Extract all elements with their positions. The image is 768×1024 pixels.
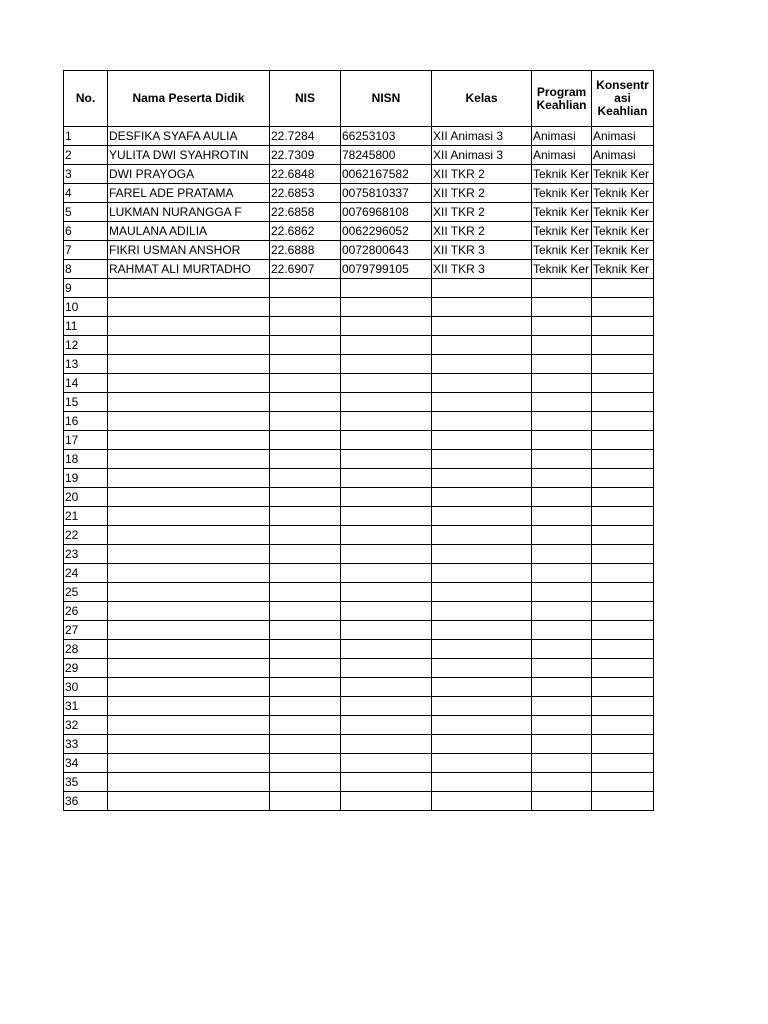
cell-nis[interactable] xyxy=(270,507,341,526)
cell-program[interactable] xyxy=(532,355,592,374)
cell-nisn[interactable] xyxy=(341,469,432,488)
student-table xyxy=(63,70,654,811)
cell-konsentrasi[interactable] xyxy=(592,507,654,526)
cell-konsentrasi[interactable]: Teknik Ker xyxy=(592,165,654,184)
cell-konsentrasi[interactable] xyxy=(592,564,654,583)
cell-nis[interactable] xyxy=(270,488,341,507)
cell-nisn[interactable] xyxy=(341,754,432,773)
table-row xyxy=(64,773,654,792)
cell-nama[interactable] xyxy=(108,659,270,678)
cell-nisn[interactable]: 0075810337 xyxy=(341,184,432,203)
cell-no[interactable]: 32 xyxy=(64,716,108,735)
cell-kelas[interactable]: XII Animasi 3 xyxy=(432,127,532,146)
cell-nisn[interactable]: 78245800 xyxy=(341,146,432,165)
cell-no[interactable]: 17 xyxy=(64,431,108,450)
cell-konsentrasi[interactable] xyxy=(592,317,654,336)
cell-nis[interactable] xyxy=(270,298,341,317)
cell-nis[interactable] xyxy=(270,640,341,659)
cell-nis[interactable] xyxy=(270,716,341,735)
cell-nisn[interactable] xyxy=(341,792,432,811)
cell-kelas[interactable] xyxy=(432,716,532,735)
cell-no[interactable]: 28 xyxy=(64,640,108,659)
cell-konsentrasi[interactable] xyxy=(592,754,654,773)
cell-nama[interactable] xyxy=(108,754,270,773)
cell-konsentrasi[interactable] xyxy=(592,659,654,678)
cell-no[interactable]: 13 xyxy=(64,355,108,374)
cell-kelas[interactable] xyxy=(432,336,532,355)
cell-program[interactable] xyxy=(532,450,592,469)
cell-nama[interactable] xyxy=(108,488,270,507)
cell-nama[interactable]: FIKRI USMAN ANSHOR xyxy=(108,241,270,260)
cell-kelas[interactable]: XII TKR 2 xyxy=(432,222,532,241)
cell-kelas[interactable] xyxy=(432,507,532,526)
cell-nis[interactable] xyxy=(270,792,341,811)
cell-kelas[interactable] xyxy=(432,583,532,602)
cell-nama[interactable] xyxy=(108,526,270,545)
cell-nisn[interactable]: 0072800643 xyxy=(341,241,432,260)
cell-konsentrasi[interactable]: Teknik Ker xyxy=(592,184,654,203)
cell-nis[interactable] xyxy=(270,279,341,298)
cell-nisn[interactable] xyxy=(341,773,432,792)
cell-kelas[interactable] xyxy=(432,564,532,583)
cell-no[interactable]: 12 xyxy=(64,336,108,355)
header-row xyxy=(64,71,654,127)
cell-nisn[interactable] xyxy=(341,697,432,716)
cell-program[interactable] xyxy=(532,545,592,564)
cell-no[interactable]: 9 xyxy=(64,279,108,298)
cell-kelas[interactable] xyxy=(432,450,532,469)
cell-program[interactable]: Teknik Ker xyxy=(532,165,592,184)
cell-no[interactable]: 29 xyxy=(64,659,108,678)
cell-nis[interactable] xyxy=(270,450,341,469)
cell-program[interactable] xyxy=(532,507,592,526)
cell-program[interactable] xyxy=(532,621,592,640)
cell-kelas[interactable]: XII TKR 2 xyxy=(432,203,532,222)
cell-no[interactable]: 5 xyxy=(64,203,108,222)
cell-nama[interactable]: MAULANA ADILIA xyxy=(108,222,270,241)
cell-kelas[interactable] xyxy=(432,773,532,792)
table-row xyxy=(64,203,654,222)
cell-nisn[interactable] xyxy=(341,374,432,393)
cell-nis[interactable] xyxy=(270,735,341,754)
cell-kelas[interactable] xyxy=(432,488,532,507)
cell-nama[interactable] xyxy=(108,564,270,583)
header-program: Program Keahlian xyxy=(532,71,592,127)
cell-nis[interactable]: 22.6862 xyxy=(270,222,341,241)
cell-kelas[interactable] xyxy=(432,735,532,754)
cell-nisn[interactable] xyxy=(341,336,432,355)
cell-konsentrasi[interactable] xyxy=(592,602,654,621)
table-row xyxy=(64,279,654,298)
cell-kelas[interactable] xyxy=(432,526,532,545)
table-row xyxy=(64,564,654,583)
cell-nama[interactable] xyxy=(108,792,270,811)
table-row xyxy=(64,336,654,355)
header-nis: NIS xyxy=(270,71,341,127)
cell-nama[interactable]: YULITA DWI SYAHROTIN xyxy=(108,146,270,165)
cell-nama[interactable] xyxy=(108,469,270,488)
cell-nisn[interactable] xyxy=(341,355,432,374)
cell-nisn[interactable] xyxy=(341,431,432,450)
cell-nama[interactable] xyxy=(108,317,270,336)
cell-no[interactable]: 8 xyxy=(64,260,108,279)
cell-nama[interactable]: FAREL ADE PRATAMA xyxy=(108,184,270,203)
cell-konsentrasi[interactable] xyxy=(592,279,654,298)
cell-nis[interactable] xyxy=(270,393,341,412)
cell-no[interactable]: 24 xyxy=(64,564,108,583)
cell-kelas[interactable] xyxy=(432,640,532,659)
cell-nis[interactable]: 22.6848 xyxy=(270,165,341,184)
cell-kelas[interactable]: XII Animasi 3 xyxy=(432,146,532,165)
cell-nis[interactable] xyxy=(270,678,341,697)
cell-no[interactable]: 18 xyxy=(64,450,108,469)
cell-kelas[interactable] xyxy=(432,469,532,488)
cell-nis[interactable]: 22.6888 xyxy=(270,241,341,260)
cell-program[interactable] xyxy=(532,431,592,450)
cell-kelas[interactable] xyxy=(432,697,532,716)
table-row xyxy=(64,754,654,773)
cell-program[interactable]: Teknik Ker xyxy=(532,203,592,222)
cell-nama[interactable] xyxy=(108,412,270,431)
cell-program[interactable] xyxy=(532,735,592,754)
cell-konsentrasi[interactable]: Teknik Ker xyxy=(592,260,654,279)
cell-nama[interactable] xyxy=(108,735,270,754)
cell-no[interactable]: 11 xyxy=(64,317,108,336)
cell-konsentrasi[interactable]: Teknik Ker xyxy=(592,222,654,241)
table-row xyxy=(64,355,654,374)
cell-nis[interactable] xyxy=(270,564,341,583)
cell-no[interactable]: 25 xyxy=(64,583,108,602)
cell-program[interactable] xyxy=(532,469,592,488)
cell-nisn[interactable] xyxy=(341,507,432,526)
cell-konsentrasi[interactable] xyxy=(592,583,654,602)
cell-program[interactable] xyxy=(532,526,592,545)
cell-konsentrasi[interactable]: Animasi xyxy=(592,127,654,146)
table-row xyxy=(64,545,654,564)
cell-no[interactable]: 23 xyxy=(64,545,108,564)
cell-konsentrasi[interactable] xyxy=(592,526,654,545)
cell-program[interactable] xyxy=(532,583,592,602)
cell-konsentrasi[interactable] xyxy=(592,374,654,393)
cell-nisn[interactable] xyxy=(341,545,432,564)
cell-nis[interactable] xyxy=(270,412,341,431)
table-row xyxy=(64,127,654,146)
cell-kelas[interactable] xyxy=(432,621,532,640)
cell-no[interactable]: 26 xyxy=(64,602,108,621)
cell-program[interactable] xyxy=(532,393,592,412)
cell-nama[interactable] xyxy=(108,602,270,621)
cell-nisn[interactable] xyxy=(341,716,432,735)
table-row xyxy=(64,165,654,184)
cell-program[interactable] xyxy=(532,564,592,583)
table-row xyxy=(64,222,654,241)
cell-program[interactable] xyxy=(532,640,592,659)
cell-nis[interactable] xyxy=(270,545,341,564)
cell-kelas[interactable] xyxy=(432,355,532,374)
cell-konsentrasi[interactable] xyxy=(592,735,654,754)
cell-nisn[interactable] xyxy=(341,317,432,336)
cell-nama[interactable] xyxy=(108,621,270,640)
cell-konsentrasi[interactable] xyxy=(592,678,654,697)
cell-konsentrasi[interactable] xyxy=(592,488,654,507)
cell-konsentrasi[interactable]: Teknik Ker xyxy=(592,203,654,222)
cell-nis[interactable] xyxy=(270,336,341,355)
table-row xyxy=(64,450,654,469)
table-row xyxy=(64,697,654,716)
cell-nis[interactable] xyxy=(270,602,341,621)
cell-konsentrasi[interactable] xyxy=(592,792,654,811)
cell-nisn[interactable] xyxy=(341,526,432,545)
cell-kelas[interactable] xyxy=(432,298,532,317)
cell-nama[interactable] xyxy=(108,393,270,412)
cell-nisn[interactable] xyxy=(341,602,432,621)
cell-kelas[interactable] xyxy=(432,431,532,450)
cell-konsentrasi[interactable] xyxy=(592,355,654,374)
cell-konsentrasi[interactable] xyxy=(592,298,654,317)
cell-no[interactable]: 31 xyxy=(64,697,108,716)
cell-program[interactable] xyxy=(532,792,592,811)
cell-nis[interactable] xyxy=(270,583,341,602)
cell-konsentrasi[interactable] xyxy=(592,393,654,412)
cell-konsentrasi[interactable] xyxy=(592,412,654,431)
table-row xyxy=(64,602,654,621)
table-row xyxy=(64,298,654,317)
cell-nis[interactable] xyxy=(270,659,341,678)
cell-nisn[interactable] xyxy=(341,564,432,583)
cell-konsentrasi[interactable] xyxy=(592,336,654,355)
cell-nisn[interactable] xyxy=(341,450,432,469)
cell-nama[interactable] xyxy=(108,697,270,716)
cell-no[interactable]: 6 xyxy=(64,222,108,241)
cell-konsentrasi[interactable] xyxy=(592,469,654,488)
cell-nama[interactable] xyxy=(108,431,270,450)
cell-nis[interactable] xyxy=(270,773,341,792)
cell-nisn[interactable] xyxy=(341,735,432,754)
table-row xyxy=(64,640,654,659)
cell-nama[interactable] xyxy=(108,298,270,317)
table-row xyxy=(64,184,654,203)
cell-nisn[interactable]: 0079799105 xyxy=(341,260,432,279)
cell-no[interactable]: 20 xyxy=(64,488,108,507)
cell-nisn[interactable]: 0076968108 xyxy=(341,203,432,222)
cell-program[interactable]: Animasi xyxy=(532,127,592,146)
cell-no[interactable]: 34 xyxy=(64,754,108,773)
cell-nisn[interactable] xyxy=(341,279,432,298)
cell-konsentrasi[interactable] xyxy=(592,716,654,735)
cell-nisn[interactable] xyxy=(341,583,432,602)
table-row xyxy=(64,659,654,678)
cell-kelas[interactable] xyxy=(432,393,532,412)
table-row xyxy=(64,792,654,811)
cell-nisn[interactable]: 0062296052 xyxy=(341,222,432,241)
table-row xyxy=(64,507,654,526)
cell-program[interactable] xyxy=(532,374,592,393)
cell-konsentrasi[interactable] xyxy=(592,640,654,659)
cell-kelas[interactable] xyxy=(432,374,532,393)
cell-no[interactable]: 1 xyxy=(64,127,108,146)
cell-konsentrasi[interactable] xyxy=(592,450,654,469)
cell-nis[interactable] xyxy=(270,355,341,374)
cell-no[interactable]: 10 xyxy=(64,298,108,317)
table-row xyxy=(64,526,654,545)
table-row xyxy=(64,412,654,431)
table-row xyxy=(64,621,654,640)
cell-nis[interactable] xyxy=(270,621,341,640)
cell-nama[interactable] xyxy=(108,545,270,564)
cell-nis[interactable] xyxy=(270,431,341,450)
cell-nama[interactable]: DWI PRAYOGA xyxy=(108,165,270,184)
cell-program[interactable]: Teknik Ker xyxy=(532,260,592,279)
cell-nis[interactable]: 22.6858 xyxy=(270,203,341,222)
cell-no[interactable]: 27 xyxy=(64,621,108,640)
cell-no[interactable]: 33 xyxy=(64,735,108,754)
cell-no[interactable]: 7 xyxy=(64,241,108,260)
cell-konsentrasi[interactable]: Teknik Ker xyxy=(592,241,654,260)
cell-nama[interactable] xyxy=(108,678,270,697)
cell-program[interactable] xyxy=(532,602,592,621)
cell-no[interactable]: 22 xyxy=(64,526,108,545)
header-konsentrasi: Konsentr asi Keahlian xyxy=(592,71,654,127)
cell-nis[interactable] xyxy=(270,374,341,393)
cell-nisn[interactable] xyxy=(341,621,432,640)
cell-nisn[interactable] xyxy=(341,659,432,678)
cell-kelas[interactable] xyxy=(432,317,532,336)
table-row xyxy=(64,469,654,488)
cell-nis[interactable] xyxy=(270,317,341,336)
cell-kelas[interactable] xyxy=(432,279,532,298)
cell-kelas[interactable] xyxy=(432,602,532,621)
header-kelas: Kelas xyxy=(432,71,532,127)
cell-program[interactable] xyxy=(532,716,592,735)
cell-konsentrasi[interactable] xyxy=(592,545,654,564)
header-nisn: NISN xyxy=(341,71,432,127)
cell-nama[interactable] xyxy=(108,336,270,355)
cell-nisn[interactable] xyxy=(341,488,432,507)
cell-no[interactable]: 35 xyxy=(64,773,108,792)
cell-konsentrasi[interactable]: Animasi xyxy=(592,146,654,165)
cell-nama[interactable] xyxy=(108,583,270,602)
cell-nama[interactable]: RAHMAT ALI MURTADHO xyxy=(108,260,270,279)
table-row xyxy=(64,716,654,735)
table-row xyxy=(64,374,654,393)
table-row xyxy=(64,241,654,260)
table-body xyxy=(64,127,654,811)
cell-program[interactable] xyxy=(532,317,592,336)
cell-kelas[interactable]: XII TKR 3 xyxy=(432,260,532,279)
cell-nama[interactable]: LUKMAN NURANGGA F xyxy=(108,203,270,222)
table-row xyxy=(64,678,654,697)
cell-nisn[interactable]: 66253103 xyxy=(341,127,432,146)
cell-nis[interactable]: 22.6907 xyxy=(270,260,341,279)
cell-nama[interactable] xyxy=(108,716,270,735)
cell-program[interactable]: Animasi xyxy=(532,146,592,165)
cell-no[interactable]: 15 xyxy=(64,393,108,412)
cell-nis[interactable] xyxy=(270,754,341,773)
table-row xyxy=(64,146,654,165)
header-no: No. xyxy=(64,71,108,127)
cell-kelas[interactable]: XII TKR 2 xyxy=(432,184,532,203)
cell-nis[interactable]: 22.7284 xyxy=(270,127,341,146)
cell-program[interactable] xyxy=(532,298,592,317)
cell-program[interactable]: Teknik Ker xyxy=(532,222,592,241)
cell-nisn[interactable] xyxy=(341,393,432,412)
table-row xyxy=(64,260,654,279)
cell-program[interactable] xyxy=(532,488,592,507)
cell-nis[interactable] xyxy=(270,697,341,716)
table-row xyxy=(64,583,654,602)
header-nama: Nama Peserta Didik xyxy=(108,71,270,127)
cell-nama[interactable] xyxy=(108,773,270,792)
cell-konsentrasi[interactable] xyxy=(592,697,654,716)
cell-nis[interactable]: 22.6853 xyxy=(270,184,341,203)
cell-nama[interactable] xyxy=(108,640,270,659)
cell-program[interactable] xyxy=(532,773,592,792)
cell-program[interactable] xyxy=(532,412,592,431)
cell-program[interactable] xyxy=(532,336,592,355)
cell-kelas[interactable] xyxy=(432,754,532,773)
table-row xyxy=(64,317,654,336)
cell-no[interactable]: 36 xyxy=(64,792,108,811)
cell-program[interactable] xyxy=(532,678,592,697)
cell-nisn[interactable] xyxy=(341,298,432,317)
table-row xyxy=(64,735,654,754)
cell-konsentrasi[interactable] xyxy=(592,621,654,640)
cell-kelas[interactable]: XII TKR 2 xyxy=(432,165,532,184)
cell-no[interactable]: 30 xyxy=(64,678,108,697)
cell-program[interactable]: Teknik Ker xyxy=(532,241,592,260)
cell-kelas[interactable] xyxy=(432,545,532,564)
cell-kelas[interactable] xyxy=(432,659,532,678)
cell-nama[interactable] xyxy=(108,374,270,393)
cell-program[interactable]: Teknik Ker xyxy=(532,184,592,203)
cell-no[interactable]: 21 xyxy=(64,507,108,526)
cell-nis[interactable] xyxy=(270,526,341,545)
table-row xyxy=(64,393,654,412)
cell-no[interactable]: 19 xyxy=(64,469,108,488)
cell-nama[interactable]: DESFIKA SYAFA AULIA xyxy=(108,127,270,146)
cell-kelas[interactable] xyxy=(432,792,532,811)
cell-nisn[interactable] xyxy=(341,640,432,659)
cell-no[interactable]: 4 xyxy=(64,184,108,203)
cell-program[interactable] xyxy=(532,659,592,678)
table-row xyxy=(64,488,654,507)
cell-nisn[interactable] xyxy=(341,678,432,697)
cell-no[interactable]: 3 xyxy=(64,165,108,184)
table-row xyxy=(64,431,654,450)
cell-kelas[interactable]: XII TKR 3 xyxy=(432,241,532,260)
cell-nama[interactable] xyxy=(108,450,270,469)
cell-program[interactable] xyxy=(532,697,592,716)
cell-nama[interactable] xyxy=(108,355,270,374)
cell-program[interactable] xyxy=(532,279,592,298)
cell-konsentrasi[interactable] xyxy=(592,773,654,792)
cell-no[interactable]: 14 xyxy=(64,374,108,393)
cell-nama[interactable] xyxy=(108,279,270,298)
cell-no[interactable]: 2 xyxy=(64,146,108,165)
cell-program[interactable] xyxy=(532,754,592,773)
cell-konsentrasi[interactable] xyxy=(592,431,654,450)
cell-nisn[interactable] xyxy=(341,412,432,431)
cell-kelas[interactable] xyxy=(432,678,532,697)
cell-nis[interactable] xyxy=(270,469,341,488)
cell-no[interactable]: 16 xyxy=(64,412,108,431)
cell-kelas[interactable] xyxy=(432,412,532,431)
cell-nama[interactable] xyxy=(108,507,270,526)
cell-nis[interactable]: 22.7309 xyxy=(270,146,341,165)
cell-nisn[interactable]: 0062167582 xyxy=(341,165,432,184)
